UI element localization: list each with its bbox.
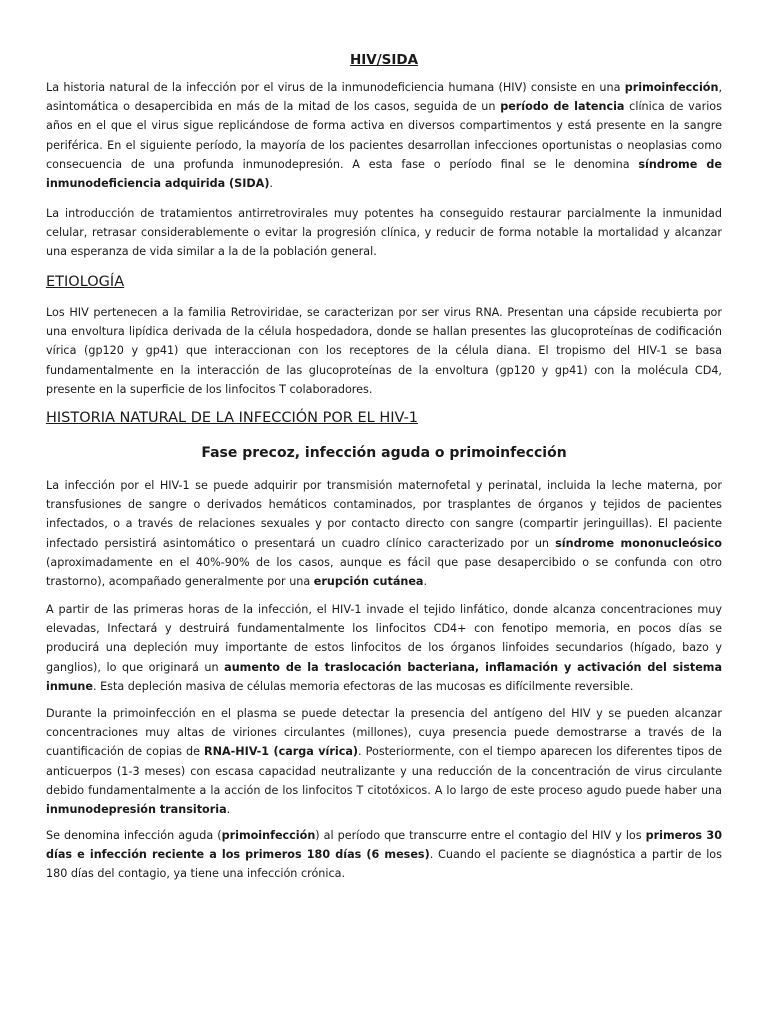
- text-segment: ) al período que transcurre entre el contagio del HIV y los: [315, 829, 646, 842]
- text-segment: .: [423, 575, 428, 589]
- paragraph-transmision: [46, 476, 722, 591]
- bold-term: período de latencia: [500, 100, 625, 114]
- text-segment: (aproximadamente en el 40%-90% de los casos, aunque es fácil que pase desapercibido o se confunda con otro trastorno), acompañado generalmente por una: [46, 555, 722, 589]
- bold-term: primoinfección: [221, 829, 316, 842]
- heading-historia-natural: HISTORIA NATURAL DE LA INFECCIÓN POR EL HIV-1: [46, 410, 419, 426]
- text-segment: La introducción de tratamientos antirretrovirales muy potentes ha conseguido restaurar parcialmente la inmunidad celular, retrasar considerablemente o evitar la progresión clínica, y reducir de forma notable la mortalidad y alcanzar una esperanza de vida similar a la de la población general.: [46, 207, 722, 259]
- paragraph-treatment: [46, 204, 722, 262]
- text-segment: Durante la primoinfección en el plasma se puede detectar la presencia del antígeno del HIV y se pueden alcanzar concentraciones muy altas de viriones circulantes (millones), cuya presencia puede demostrarse a través de la cuantificación de copias de: [46, 707, 722, 759]
- text-segment: , asintomática o desapercibida en más de la mitad de los casos, seguida de un: [46, 81, 722, 114]
- paragraph-infeccion-aguda: [46, 826, 722, 884]
- bold-term: primoinfección: [624, 81, 719, 94]
- paragraph-carga-virica: [46, 704, 722, 819]
- text-segment: clínica de varios años en el que el virus sigue replicándose de forma activa en diversos compartimentos y está presente en la sangre periférica. En el siguiente período, la mayoría de los pacientes desarrollan infecciones oportunistas o neoplasias como consecuencia de una profunda inmunodepresión. A esta fase o período final se le denomina: [46, 100, 722, 171]
- text-segment: .: [226, 803, 231, 817]
- bold-term: RNA-HIV-1 (carga vírica): [204, 745, 359, 759]
- text-segment: A partir de las primeras horas de la infección, el HIV-1 invade el tejido linfático, donde alcanza concentraciones muy elevadas, Infectará y destruirá fundamentalmente los linfocitos CD4+ con fenotipo memoria, en pocos días se producirá una depleción muy importante de estos linfocitos de los órganos linfoides secundarios (hígado, bazo y ganglios), lo que originará un: [46, 603, 722, 674]
- text-segment: Se denomina infección aguda (: [46, 829, 222, 842]
- bold-term: aumento de la traslocación bacteriana, inflamación y activación del sistema inmune: [46, 660, 722, 693]
- document-title: HIV/SIDA: [349, 52, 419, 68]
- heading-fase-precoz: Fase precoz, infección aguda o primoinfección: [201, 445, 567, 461]
- paragraph-intro: [46, 78, 722, 193]
- bold-term: erupción cutánea: [313, 575, 424, 589]
- paragraph-etiologia: [46, 303, 722, 399]
- bold-term: inmunodepresión transitoria: [46, 803, 227, 817]
- text-segment: La historia natural de la infección por el virus de la inmunodeficiencia humana (HIV) consiste en una: [46, 81, 625, 94]
- text-segment: . Esta depleción masiva de células memoria efectoras de las mucosas es difícilmente reversible.: [92, 679, 634, 693]
- paragraph-invasion: [46, 600, 722, 696]
- heading-etiologia: ETIOLOGÍA: [46, 274, 125, 290]
- bold-term: primeros 30 días e infección reciente a los primeros 180 días (6 meses): [46, 829, 722, 862]
- text-segment: . Posteriormente, con el tiempo aparecen los diferentes tipos de anticuerpos (1-3 meses) con escasa capacidad neutralizante y una reducción de la concentración de virus circulante debido fundamentalmente a la acción de los linfocitos T citotóxicos. A lo largo de este proceso agudo puede haber una: [46, 745, 722, 797]
- text-segment: La infección por el HIV-1 se puede adquirir por transmisión maternofetal y perinatal, incluida la leche materna, por transfusiones de sangre o derivados hemáticos contaminados, por trasplantes de órganos y tejidos de pacientes infectados, o a través de relaciones sexuales y por contacto directo con sangre (compartir jeringuillas). El paciente infectado persistirá asintomático o presentará un cuadro clínico caracterizado por un: [46, 479, 722, 550]
- text-segment: Los HIV pertenecen a la familia Retroviridae, se caracterizan por ser virus RNA. Presentan una cápside recubierta por una envoltura lipídica derivada de la célula hospedadora, donde se hallan presentes las glucoproteínas de codificación vírica (gp120 y gp41) que interaccionan con los receptores de la célula diana. El tropismo del HIV-1 se basa fundamentalmente en la interacción de las glucoproteínas de la envoltura (gp120 y gp41) con la molécula CD4, presente en la superficie de los linfocitos T colaboradores.: [46, 306, 722, 396]
- bold-term: síndrome de inmunodeficiencia adquirida (SIDA): [46, 157, 722, 191]
- text-segment: .: [269, 177, 274, 191]
- text-segment: . Cuando el paciente se diagnóstica a partir de los 180 días del contagio, ya tiene una infección crónica.: [46, 848, 722, 881]
- bold-term: síndrome mononucleósico: [555, 536, 722, 550]
